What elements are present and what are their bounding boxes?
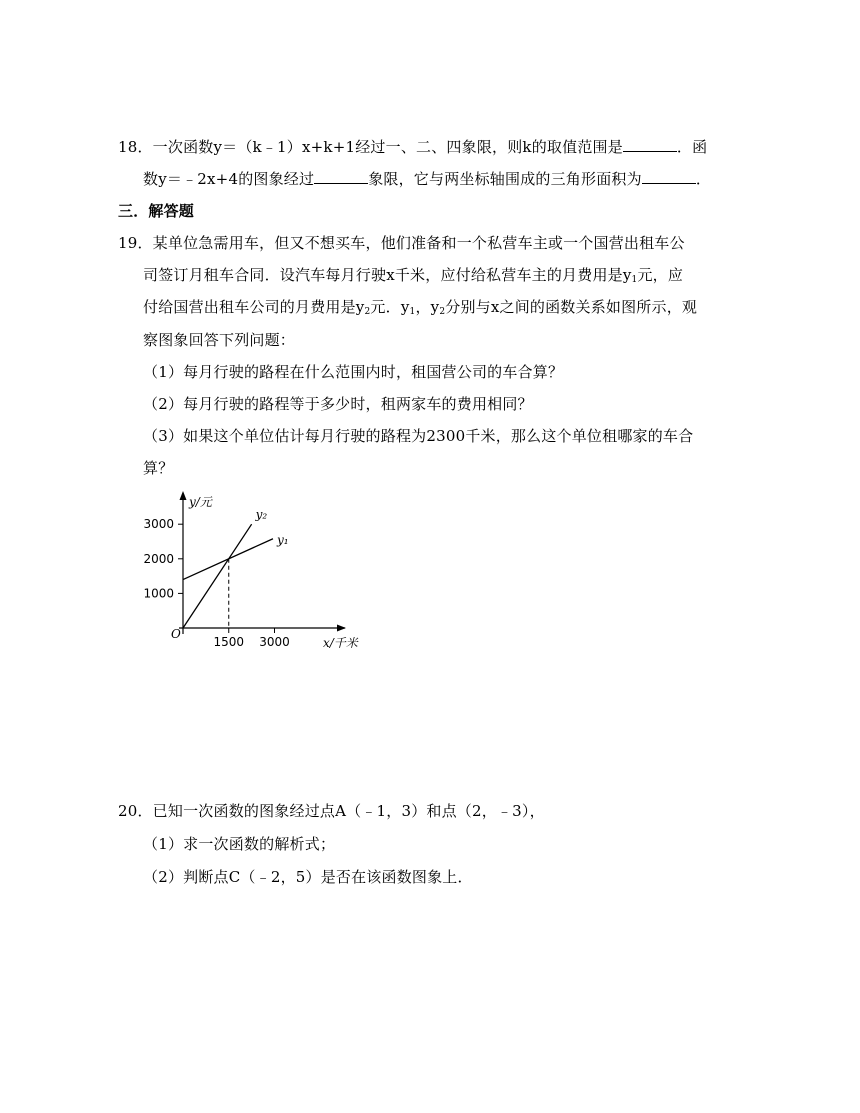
q19-line3-b: 元．y — [370, 298, 410, 316]
q19-line1: 19．某单位急需用车，但又不想买车，他们准备和一个私营车主或一个国营出租车公 — [118, 234, 685, 252]
q18-text-d: 象限，它与两坐标轴围成的三角形面积为 — [368, 170, 642, 188]
answer-blank — [314, 169, 368, 184]
q19-sub3-b: 算？ — [143, 459, 174, 477]
q19-line4: 察图象回答下列问题： — [143, 331, 296, 349]
q19-line3-d: 分别与x之间的函数关系如图所示，观 — [445, 298, 698, 316]
q18-text-c: 数y＝﹣2x+4的图象经过 — [143, 170, 315, 188]
q19-line3 — [143, 297, 697, 322]
answer-blank — [642, 169, 696, 184]
x-tick-label: 1500 — [213, 635, 245, 649]
y-tick-label: 1000 — [143, 586, 174, 601]
subscript: 2 — [439, 307, 446, 317]
q20-sub1: （1）求一次函数的解析式； — [143, 835, 336, 853]
section-heading: 三．解答题 — [118, 202, 195, 220]
q19-line3-c: ，y — [415, 298, 440, 316]
subscript: 1 — [409, 307, 416, 317]
q19-sub2: （2）每月行驶的路程等于多少时，租两家车的费用相同？ — [143, 395, 533, 413]
q19-sub1: （1）每月行驶的路程在什么范围内时，租国营公司的车合算？ — [143, 363, 564, 381]
q18-text-e: ． — [695, 170, 712, 188]
origin-label: O — [171, 627, 181, 641]
x-tick-label: 3000 — [259, 635, 290, 649]
y-axis-label: y/元 — [189, 495, 212, 509]
q19-line2-end: 元，应 — [637, 266, 684, 284]
y-tick-label: 3000 — [143, 517, 174, 532]
q20-sub2: （2）判断点C（﹣2，5）是否在该函数图象上． — [143, 868, 473, 886]
answer-blank — [623, 137, 677, 152]
q20-line1: 20．已知一次函数的图象经过点A（﹣1，3）和点（2，﹣3）， — [118, 802, 545, 820]
function-graph — [135, 490, 375, 660]
subscript: 1 — [631, 275, 638, 285]
q18-line2 — [143, 169, 711, 189]
subscript: 2 — [364, 307, 371, 317]
q18-line1 — [118, 137, 707, 157]
q18-text-a: 18．一次函数y＝（k﹣1）x+k+1经过一、二、四象限，则k的取值范围是 — [118, 138, 623, 156]
q19-line2-text: 司签订月租车合同．设汽车每月行驶x千米，应付给私营车主的月费用是y — [143, 266, 632, 284]
series-line-2 — [183, 524, 252, 628]
q19-sub3-a: （3）如果这个单位估计每月行驶的路程为2300千米，那么这个单位租哪家的车合 — [143, 427, 694, 445]
q19-line3-a: 付给国营出租车公司的月费用是y — [143, 298, 365, 316]
series-label-y2: y₂ — [255, 507, 268, 522]
y-tick-label: 2000 — [143, 551, 174, 566]
y-axis-arrow — [180, 491, 187, 500]
x-axis-arrow — [337, 625, 346, 632]
x-axis-label: x/千米 — [323, 636, 358, 650]
q18-text-b: ．函 — [676, 138, 708, 156]
series-label-y1: y₁ — [276, 533, 289, 548]
q19-line2 — [143, 265, 683, 290]
